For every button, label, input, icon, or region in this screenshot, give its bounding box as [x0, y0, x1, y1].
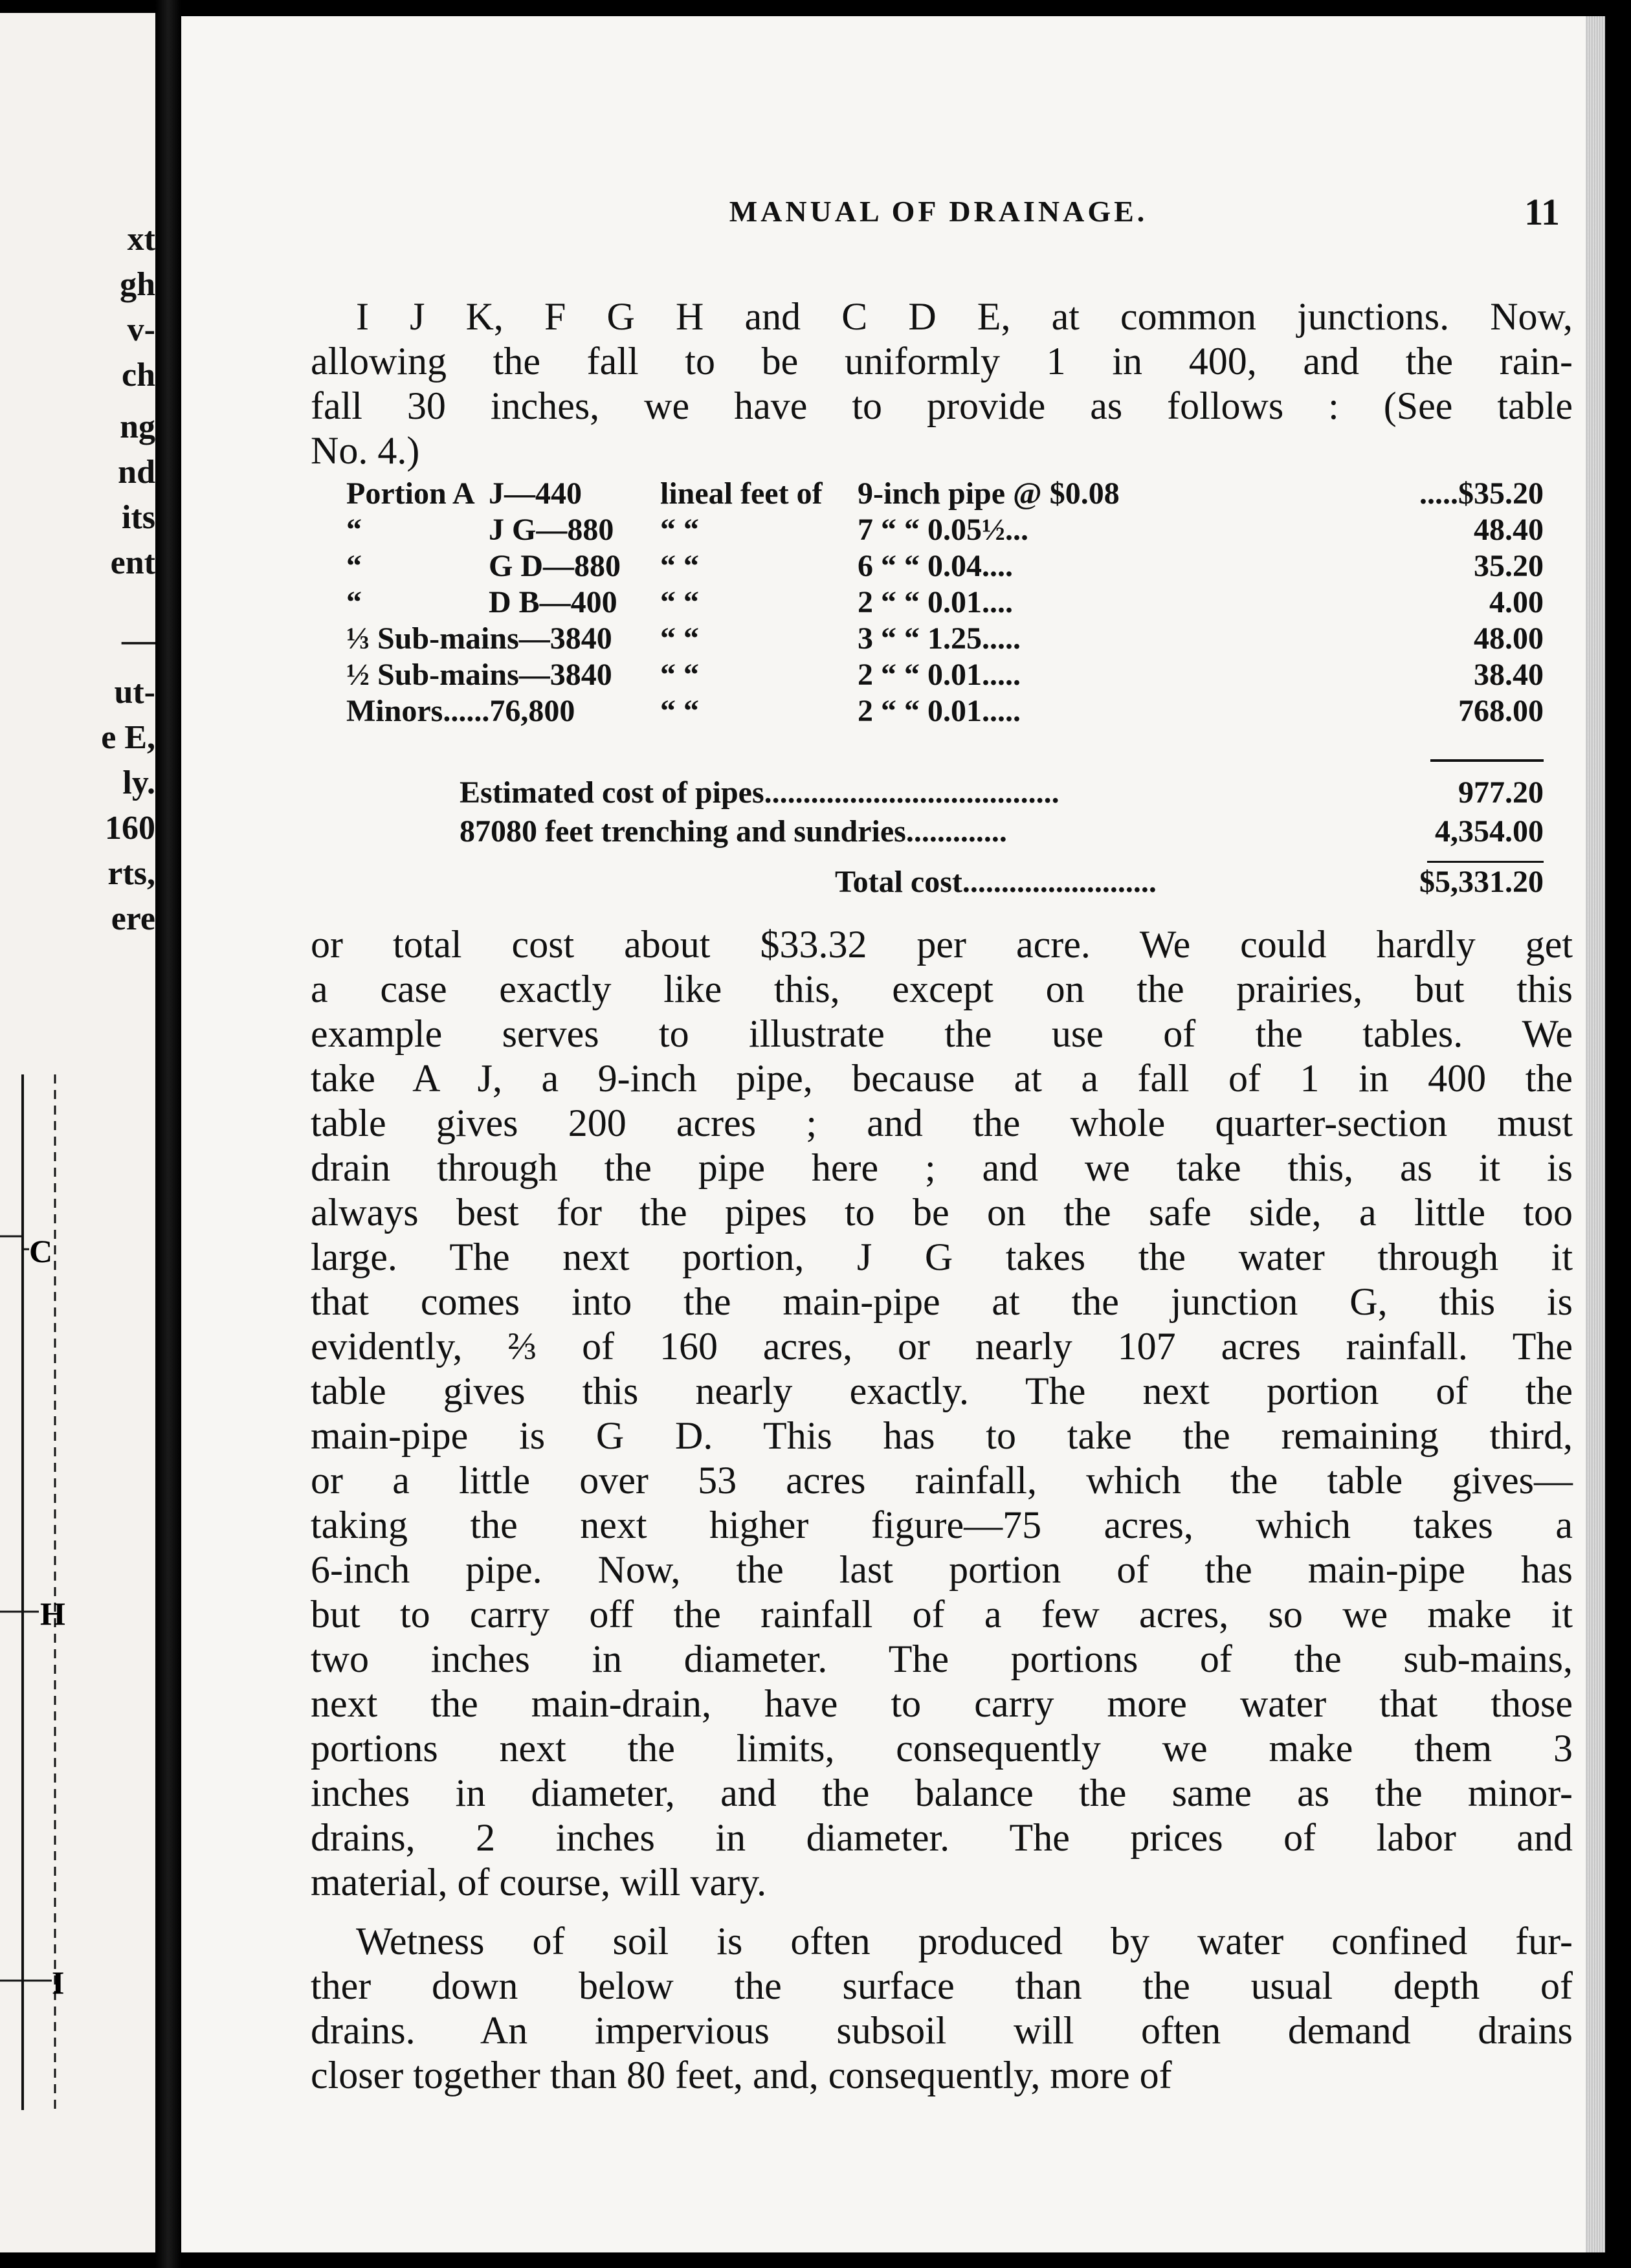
page-edge — [1586, 16, 1605, 2252]
cost-table — [346, 476, 1544, 729]
cost-table-cell: J G—880 — [489, 513, 614, 547]
text-line: fall 30 inches, we have to provide as follows : (See table — [311, 384, 1573, 427]
book-page — [181, 16, 1605, 2252]
facing-page-fragment: — — [122, 622, 155, 659]
facing-page-fragment: xt — [127, 221, 155, 258]
cost-table-cell: “ “ — [660, 658, 699, 692]
facing-page-strip — [0, 13, 155, 2252]
facing-page-fragment: gh — [120, 266, 155, 303]
text-line: or total cost about $33.32 per acre. We could hardly get — [311, 923, 1573, 966]
text-line: two inches in diameter. The portions of the sub-mains, — [311, 1638, 1573, 1680]
cost-table-row — [346, 657, 1544, 693]
cost-table-cell: “ — [346, 549, 362, 583]
wetness-paragraph — [311, 1919, 1573, 2098]
text-line: main-pipe is G D. This has to take the remaining third, — [311, 1414, 1573, 1457]
cost-table-row — [346, 584, 1544, 621]
cost-table-cell: 4.00 — [1489, 585, 1544, 619]
facing-page-fragment: its — [122, 499, 155, 536]
cost-table-cell: Portion A — [346, 476, 475, 511]
facing-page-fragment: nd — [118, 454, 155, 491]
text-line: closer together than 80 feet, and, consequently, more of — [311, 2054, 1172, 2096]
cost-table-cell: ⅓ Sub-mains—3840 — [346, 621, 612, 656]
facing-page-fragment: ent — [110, 544, 155, 581]
text-line: a case exactly like this, except on the prairies, but this — [311, 968, 1573, 1010]
text-line: taking the next higher figure—75 acres, which takes a — [311, 1504, 1573, 1546]
cost-table-cell: “ “ — [660, 513, 699, 547]
intro-paragraph — [311, 295, 1573, 473]
facing-page-fragment: 160 — [105, 810, 155, 847]
cost-table-cell: “ “ — [660, 549, 699, 583]
diagram-label-c: C — [29, 1233, 53, 1269]
text-line: Wetness of soil is often produced by water confined fur- — [356, 1920, 1573, 1962]
cost-table-row — [346, 548, 1544, 584]
running-head — [304, 191, 1573, 239]
text-line: table gives 200 acres ; and the whole quarter-section must — [311, 1102, 1573, 1144]
text-line: drains, 2 inches in diameter. The prices of labor and — [311, 1816, 1573, 1859]
text-line: next the main-drain, have to carry more water that those — [311, 1682, 1573, 1725]
cost-table-cell: 768.00 — [1458, 694, 1544, 728]
estimated-cost-row — [460, 773, 1544, 812]
text-line: example serves to illustrate the use of the tables. We — [311, 1012, 1573, 1055]
cost-table-cell: “ — [346, 513, 362, 547]
text-line: 6-inch pipe. Now, the last portion of the main-pipe has — [311, 1548, 1573, 1591]
cost-table-cell: G D—880 — [489, 549, 621, 583]
facing-page-fragment: v- — [127, 311, 155, 348]
facing-page-fragment: rts, — [107, 855, 155, 892]
cost-table-cell: “ “ — [660, 621, 699, 656]
cost-table-cell: “ “ — [660, 694, 699, 728]
cost-table-cell: .....$35.20 — [1419, 476, 1544, 511]
cost-table-cell: Minors......76,800 — [346, 694, 575, 728]
cost-table-cell: D B—400 — [489, 585, 617, 619]
text-line: portions next the limits, consequently we make them 3 — [311, 1727, 1573, 1770]
facing-page-fragment: ly. — [122, 764, 155, 801]
facing-page-fragment: ere — [111, 900, 155, 937]
text-line: I J K, F G H and C D E, at common junctions. Now, — [356, 295, 1573, 338]
cost-table-cell: J—440 — [489, 476, 582, 511]
text-line: take A J, a 9-inch pipe, because at a fall of 1 in 400 the — [311, 1057, 1573, 1100]
text-line: or a little over 53 acres rainfall, which the table gives— — [311, 1459, 1573, 1502]
trenching-row — [460, 812, 1544, 851]
page-number: 11 — [1524, 191, 1560, 233]
estimated-cost-label: Estimated cost of pipes...................................... — [460, 775, 1060, 810]
facing-page-fragment: e E, — [101, 719, 155, 756]
text-line: table gives this nearly exactly. The next portion of the — [311, 1370, 1573, 1412]
facing-page-fragment: ut- — [114, 674, 155, 711]
cost-table-cell: 6 “ “ 0.04.... — [858, 549, 1013, 583]
text-line: evidently, ⅔ of 160 acres, or nearly 107 acres rainfall. The — [311, 1325, 1573, 1368]
cost-table-cell: 48.00 — [1474, 621, 1544, 656]
trenching-label: 87080 feet trenching and sundries............. — [460, 814, 1007, 849]
cost-table-cell: “ — [346, 585, 362, 619]
text-line: allowing the fall to be uniformly 1 in 400, and the rain- — [311, 340, 1573, 383]
facing-page-fragment: ch — [122, 357, 155, 394]
table-rule — [1430, 759, 1544, 762]
facing-page-diagram — [0, 1074, 78, 2110]
cost-table-row — [346, 512, 1544, 548]
estimated-cost-value: 977.20 — [1458, 775, 1544, 810]
text-line: always best for the pipes to be on the safe side, a little too — [311, 1191, 1573, 1234]
cost-table-cell: ½ Sub-mains—3840 — [346, 658, 612, 692]
cost-table-cell: 2 “ “ 0.01..... — [858, 658, 1021, 692]
cost-table-cell: 2 “ “ 0.01.... — [858, 585, 1013, 619]
cost-table-cell: “ “ — [660, 585, 699, 619]
facing-page-fragment: ng — [120, 408, 155, 445]
cost-table-cell: 48.40 — [1474, 513, 1544, 547]
total-cost-row — [460, 863, 1544, 902]
text-line: ther down below the surface than the usual depth of — [311, 1964, 1573, 2007]
text-line: drain through the pipe here ; and we take this, as it is — [311, 1146, 1573, 1189]
text-line: drains. An impervious subsoil will often demand drains — [311, 2009, 1573, 2052]
cost-table-cell: 9-inch pipe @ $0.08 — [858, 476, 1120, 511]
text-line: material, of course, will vary. — [311, 1861, 767, 1904]
total-cost-label: Total cost......................... — [835, 865, 1157, 899]
diagram-label-i: I — [52, 1964, 65, 2001]
cost-table-cell: 38.40 — [1474, 658, 1544, 692]
total-cost-value: $5,331.20 — [1419, 865, 1544, 899]
cost-table-row — [346, 693, 1544, 729]
cost-table-cell: 2 “ “ 0.01..... — [858, 694, 1021, 728]
text-line: but to carry off the rainfall of a few acres, so we make it — [311, 1593, 1573, 1636]
cost-table-row — [346, 621, 1544, 657]
text-line: inches in diameter, and the balance the same as the minor- — [311, 1772, 1573, 1814]
totals-rule — [1427, 861, 1544, 863]
diagram-label-h: H — [40, 1595, 65, 1632]
cost-table-cell: 35.20 — [1474, 549, 1544, 583]
text-line: that comes into the main-pipe at the junction G, this is — [311, 1280, 1573, 1323]
cost-table-cell: 7 “ “ 0.05½... — [858, 513, 1028, 547]
book-gutter — [155, 0, 181, 2268]
cost-table-cell: lineal feet of — [660, 476, 823, 511]
totals-block — [460, 773, 1544, 902]
text-line: No. 4.) — [311, 429, 420, 472]
cost-table-cell: 3 “ “ 1.25..... — [858, 621, 1021, 656]
cost-table-row — [346, 476, 1544, 512]
trenching-value: 4,354.00 — [1435, 814, 1544, 849]
body-paragraph — [311, 922, 1573, 1905]
running-title: MANUAL OF DRAINAGE. — [729, 195, 1148, 228]
text-line: large. The next portion, J G takes the water through it — [311, 1236, 1573, 1278]
